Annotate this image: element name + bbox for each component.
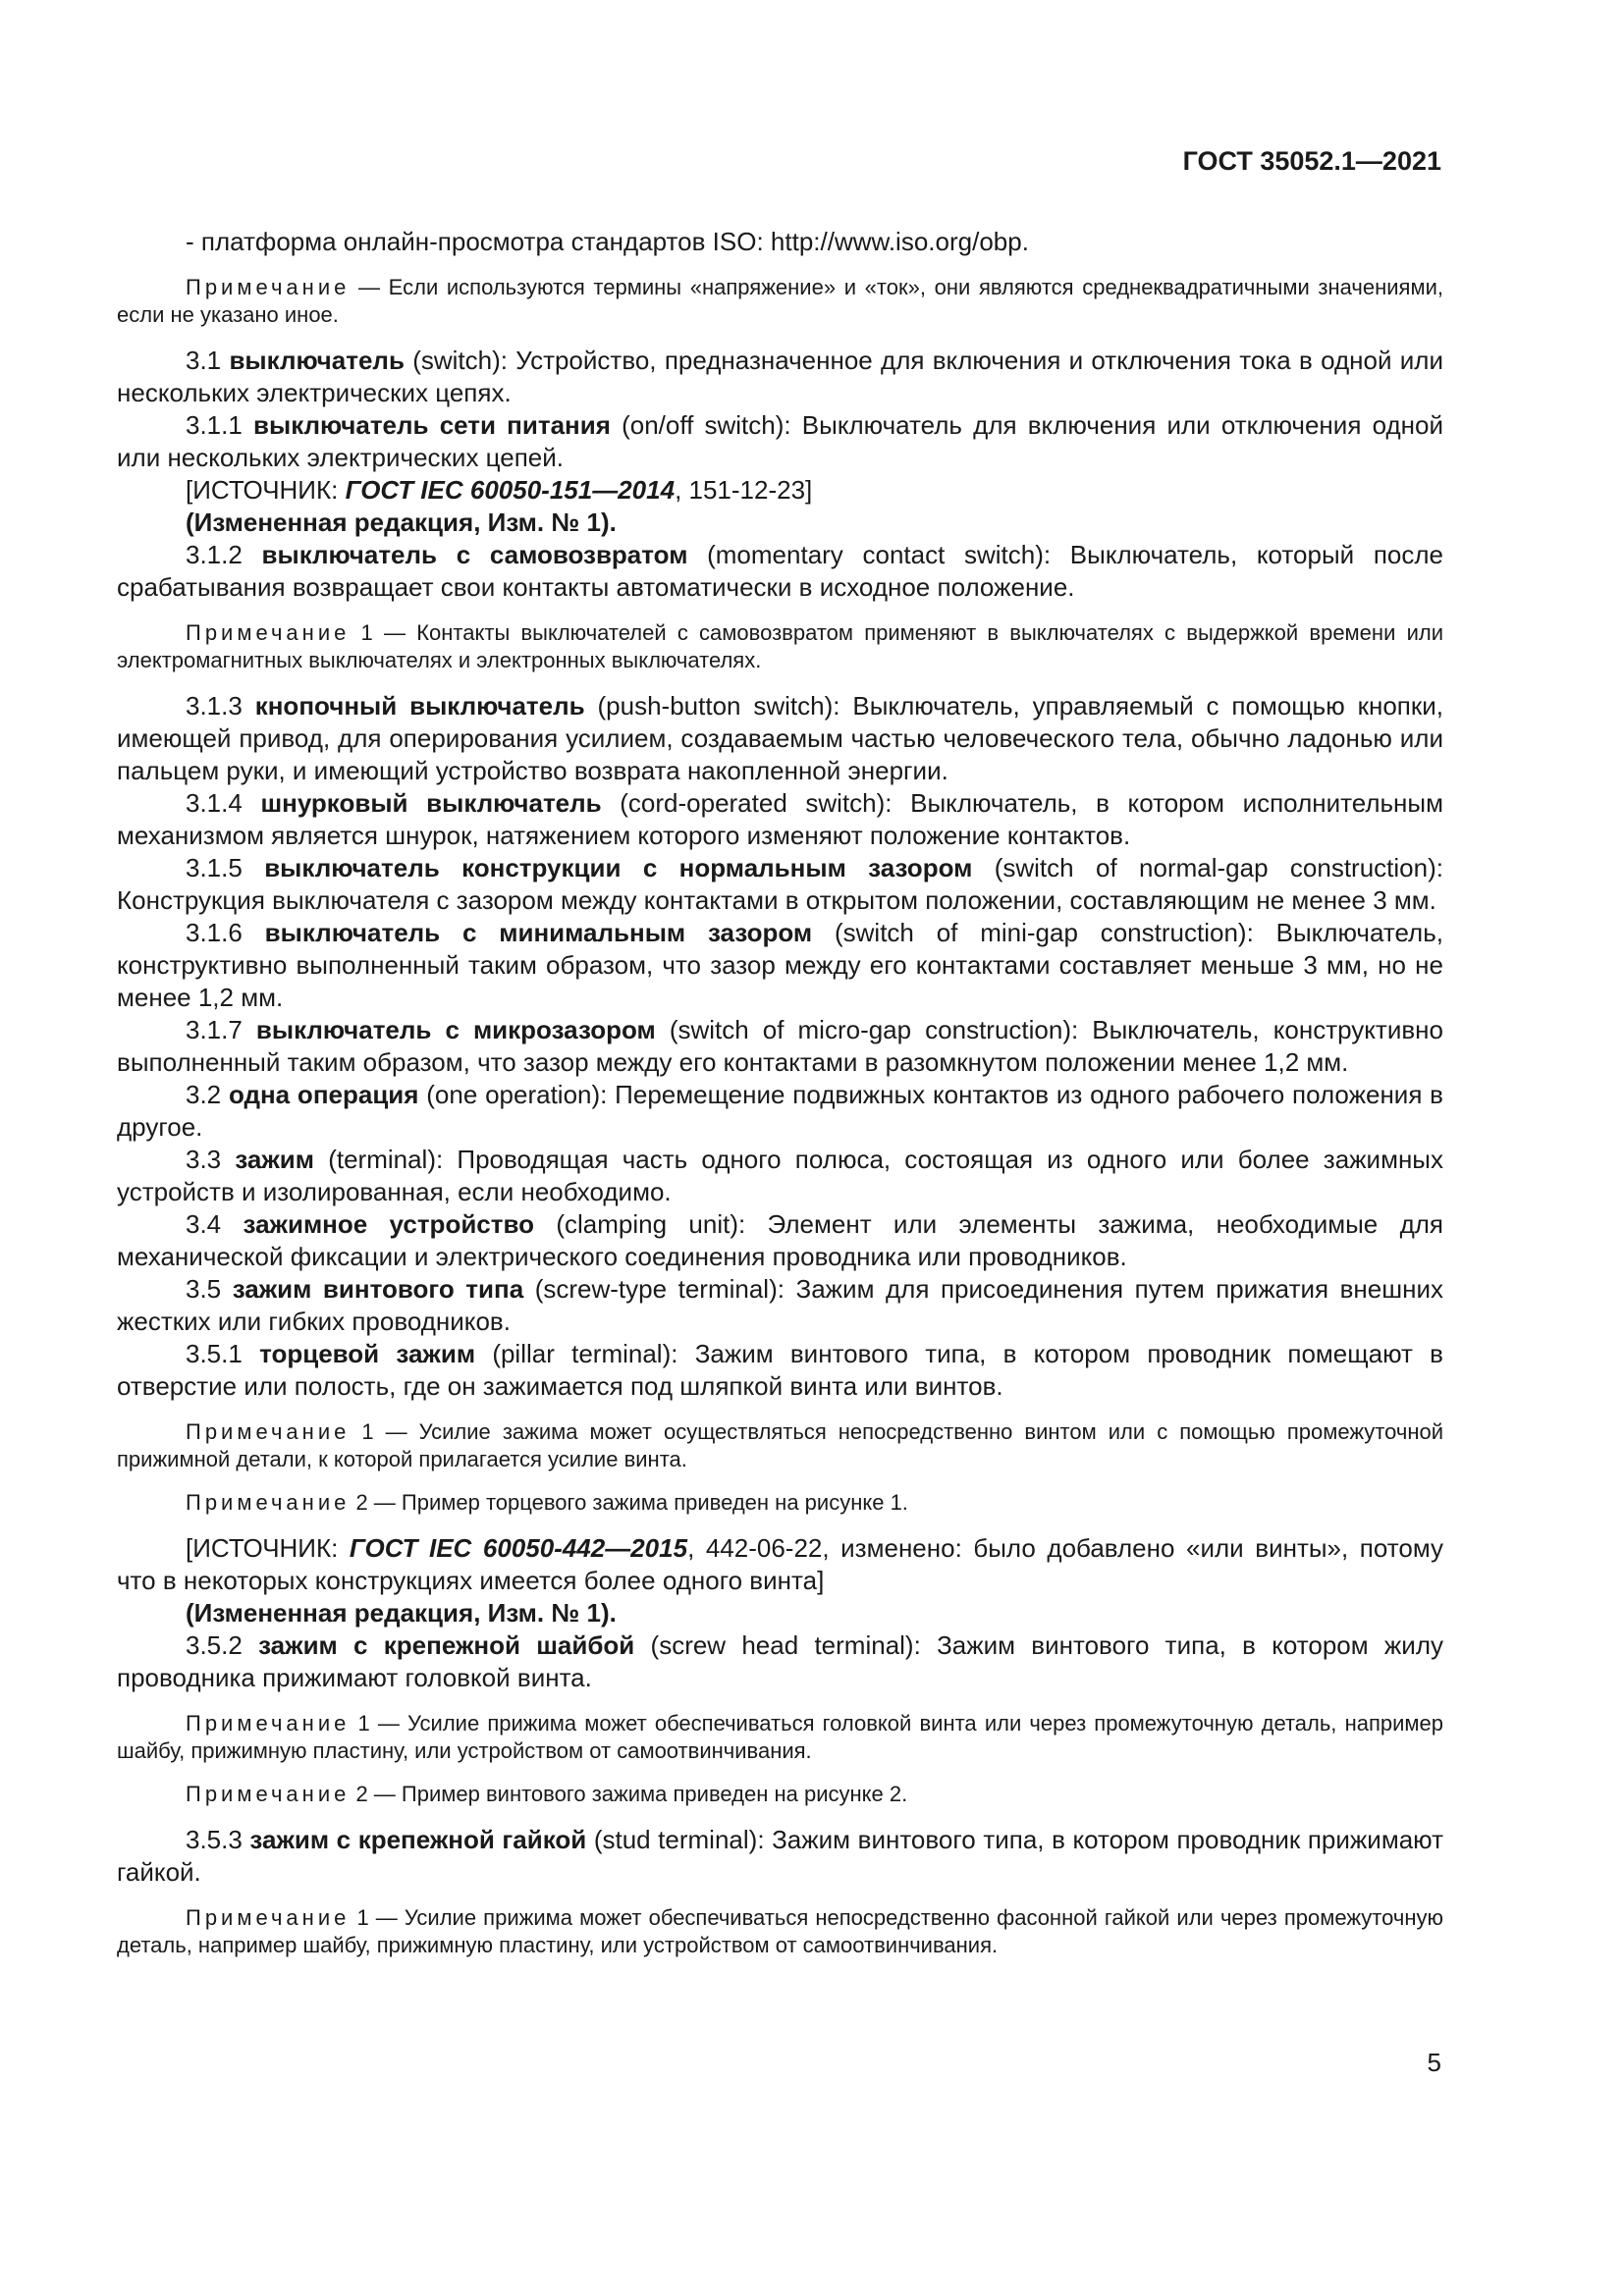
clause-3-1-4: 3.1.4 шнурковый выключатель (cord-operated switch): Выключатель, в котором исполнительным механизмом является шнурок, натяжением которого изменяют положение контактов. [117, 788, 1443, 850]
clause-3-1-1: 3.1.1 выключатель сети питания (on/off switch): Выключатель для включения или отключения одной или нескольких электрических цепей. [117, 410, 1443, 472]
term: одна операция [228, 1080, 419, 1109]
term: торцевой зажим [259, 1339, 476, 1368]
note [117, 1418, 1443, 1473]
note-text: 1 — Усилие зажима может осуществляться непосредственно винтом или с помощью промежуточной прижимной детали, к которой прилагается усилие винта. [117, 1419, 1443, 1471]
term: выключатель конструкции с нормальным зазором [264, 853, 973, 882]
note-label: Примечание [186, 1419, 351, 1444]
term: выключатель с микрозазором [255, 1015, 656, 1044]
clause-3-2: 3.2 одна операция (one operation): Перемещение подвижных контактов из одного рабочего положения в другое. [117, 1080, 1443, 1142]
note [117, 1904, 1443, 1959]
note-label: Примечание [186, 275, 351, 299]
note-label: Примечание [186, 620, 351, 645]
clause-3-1-5: 3.1.5 выключатель конструкции с нормальным зазором (switch of normal-gap construction): Конструкция выключателя с зазором между контактами в открытом положении, составляющим не менее 3 мм. [117, 853, 1443, 915]
document-body [117, 226, 1443, 1975]
source-ref: [ИСТОЧНИК: ГОСТ IEC 60050-442—2015, 442-06-22, изменено: было добавлено «или винты», потому что в некоторых конструкциях имеется более одного винта] [117, 1533, 1443, 1595]
page-number: 5 [1427, 2048, 1441, 2077]
clause-3-1-3: 3.1.3 кнопочный выключатель (push-button switch): Выключатель, управляемый с помощью кнопки, имеющей привод, для оперирования усилием, создаваемым частью человеческого тела, обычно ладонью или пальцем руки, и имеющий устройство возврата накопленной энергии. [117, 691, 1443, 785]
note [117, 1489, 1443, 1517]
clause-3-3: 3.3 зажим (terminal): Проводящая часть одного полюса, состоящая из одного или более зажимных устройств и изолированная, если необходимо. [117, 1145, 1443, 1206]
term: выключатель [229, 346, 405, 375]
source-standard: ГОСТ IEC 60050-151—2014 [345, 475, 676, 505]
source-ref: [ИСТОЧНИК: ГОСТ IEC 60050-151—2014, 151-12-23] [186, 475, 813, 505]
term: зажим с крепежной гайкой [249, 1825, 587, 1854]
clause-3-1: 3.1 выключатель (switch): Устройство, предназначенное для включения и отключения тока в одной или нескольких электрических цепях. [117, 346, 1443, 407]
term: зажимное устройство [243, 1209, 535, 1239]
term: зажим [235, 1145, 315, 1174]
note [117, 619, 1443, 674]
clause-3-1-6: 3.1.6 выключатель с минимальным зазором (switch of mini-gap construction): Выключатель, конструктивно выполненный таким образом, что зазор между его контактами составляет меньше 3 мм, но не менее 1,2 мм. [117, 918, 1443, 1012]
note [117, 274, 1443, 329]
term: выключатель сети питания [253, 410, 611, 440]
intro-line: - платформа онлайн-просмотра стандартов ISO: http://www.iso.org/obp. [186, 227, 1029, 256]
clause-3-1-2: 3.1.2 выключатель с самовозвратом (momentary contact switch): Выключатель, который после срабатывания возвращает свои контакты автоматически в исходное положение. [117, 540, 1443, 602]
term: кнопочный выключатель [254, 691, 585, 721]
term: выключатель с самовозвратом [261, 540, 688, 569]
note-text: 2 — Пример винтового зажима приведен на рисунке 2. [350, 1782, 908, 1806]
term: зажим винтового типа [232, 1274, 524, 1304]
term: шнурковый выключатель [260, 788, 602, 818]
document-header: ГОСТ 35052.1—2021 [1182, 146, 1441, 176]
note-text: 2 — Пример торцевого зажима приведен на рисунке 1. [350, 1490, 908, 1515]
source-standard: ГОСТ IEC 60050-442—2015 [349, 1533, 688, 1563]
clause-3-1-7: 3.1.7 выключатель с микрозазором (switch of micro-gap construction): Выключатель, конструктивно выполненный таким образом, что зазор между его контактами в разомкнутом положении менее 1,2 мм. [117, 1015, 1443, 1077]
clause-3-5-2: 3.5.2 зажим с крепежной шайбой (screw head terminal): Зажим винтового типа, в котором жилу проводника прижимают головкой винта. [117, 1630, 1443, 1692]
term: выключатель с минимальным зазором [264, 918, 813, 947]
note-text: 1 — Усилие прижима может обеспечиваться непосредственно фасонной гайкой или через промежуточную деталь, например шайбу, прижимную пластину, или устройством от самоотвинчивания. [117, 1905, 1443, 1957]
note-text: 1 — Усилие прижима может обеспечиваться головкой винта или через промежуточную деталь, например шайбу, прижимную пластину, или устройством от самоотвинчивания. [117, 1711, 1443, 1763]
note-label: Примечание [186, 1490, 351, 1515]
clause-3-5-1: 3.5.1 торцевой зажим (pillar terminal): Зажим винтового типа, в котором проводник помещают в отверстие или полость, где он зажимается под шляпкой винта или винтов. [117, 1339, 1443, 1401]
note [117, 1781, 1443, 1808]
note-label: Примечание [186, 1905, 351, 1930]
note-text: — Если используются термины «напряжение» и «ток», они являются среднеквадратичными значениями, если не указано иное. [117, 275, 1443, 327]
clause-3-5-3: 3.5.3 зажим с крепежной гайкой (stud terminal): Зажим винтового типа, в котором проводник прижимают гайкой. [117, 1825, 1443, 1887]
clause-3-5: 3.5 зажим винтового типа (screw-type terminal): Зажим для присоединения путем прижатия внешних жестких или гибких проводников. [117, 1274, 1443, 1336]
clause-3-4: 3.4 зажимное устройство (clamping unit): Элемент или элементы зажима, необходимые для механической фиксации и электрического соединения проводника или проводников. [117, 1209, 1443, 1271]
amendment-note: (Измененная редакция, Изм. № 1). [186, 1598, 617, 1628]
note-label: Примечание [186, 1711, 351, 1735]
note-label: Примечание [186, 1782, 351, 1806]
amendment-note: (Измененная редакция, Изм. № 1). [186, 507, 617, 537]
note-text: 1 — Контакты выключателей с самовозвратом применяют в выключателях с выдержкой времени или электромагнитных выключателях и электронных выключателях. [117, 620, 1443, 672]
note [117, 1710, 1443, 1765]
term: зажим с крепежной шайбой [258, 1630, 635, 1660]
